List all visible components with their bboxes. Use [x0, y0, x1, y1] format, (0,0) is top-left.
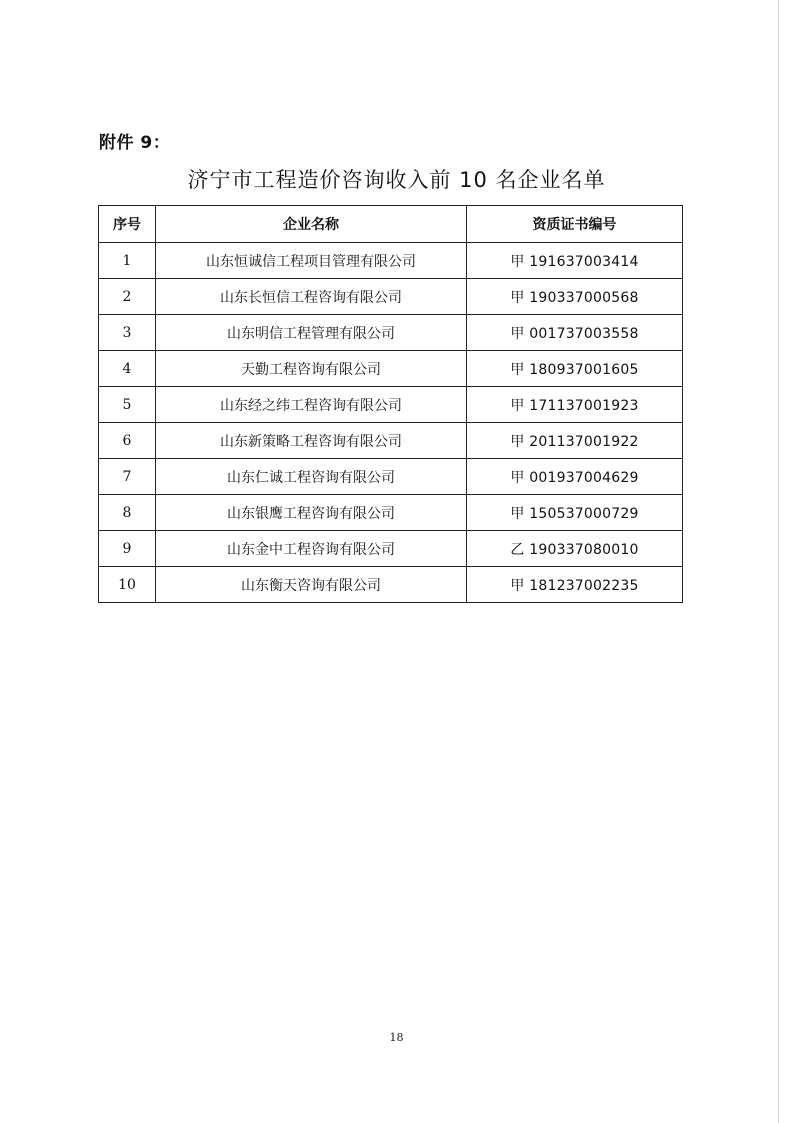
- attachment-label: 附件 9：: [99, 133, 171, 153]
- table-row: [99, 495, 683, 531]
- row-serial-number: 8: [99, 495, 156, 531]
- row-company-name: 山东仁诚工程咨询有限公司: [156, 459, 467, 495]
- row-company-name: 山东明信工程管理有限公司: [156, 315, 467, 351]
- row-certificate-number: 甲 180937001605: [467, 351, 683, 387]
- header-serial-number: 序号: [99, 206, 156, 243]
- row-certificate-number: 甲 190337000568: [467, 279, 683, 315]
- row-serial-number: 7: [99, 459, 156, 495]
- row-certificate-number: 乙 190337080010: [467, 531, 683, 567]
- table-row: [99, 423, 683, 459]
- table-row: [99, 243, 683, 279]
- row-certificate-number: 甲 191637003414: [467, 243, 683, 279]
- row-certificate-number: 甲 001737003558: [467, 315, 683, 351]
- row-company-name: 山东金中工程咨询有限公司: [156, 531, 467, 567]
- row-company-name: 天勤工程咨询有限公司: [156, 351, 467, 387]
- header-certificate-number: 资质证书编号: [467, 206, 683, 243]
- row-company-name: 山东衡天咨询有限公司: [156, 567, 467, 603]
- row-serial-number: 9: [99, 531, 156, 567]
- row-company-name: 山东银鹰工程咨询有限公司: [156, 495, 467, 531]
- table-row: [99, 351, 683, 387]
- row-certificate-number: 甲 171137001923: [467, 387, 683, 423]
- table-row: [99, 531, 683, 567]
- row-company-name: 山东新策略工程咨询有限公司: [156, 423, 467, 459]
- row-certificate-number: 甲 001937004629: [467, 459, 683, 495]
- page-number: 18: [389, 1031, 404, 1044]
- row-certificate-number: 甲 181237002235: [467, 567, 683, 603]
- table-row: [99, 387, 683, 423]
- table-header-row: [99, 206, 683, 243]
- table-row: [99, 567, 683, 603]
- row-certificate-number: 甲 201137001922: [467, 423, 683, 459]
- document-title: 济宁市工程造价咨询收入前 10 名企业名单: [187, 168, 606, 192]
- row-serial-number: 2: [99, 279, 156, 315]
- row-company-name: 山东长恒信工程咨询有限公司: [156, 279, 467, 315]
- table-row: [99, 315, 683, 351]
- table-row: [99, 279, 683, 315]
- row-serial-number: 10: [99, 567, 156, 603]
- table-row: [99, 459, 683, 495]
- company-table: [98, 205, 683, 603]
- row-serial-number: 1: [99, 243, 156, 279]
- row-company-name: 山东恒诚信工程项目管理有限公司: [156, 243, 467, 279]
- header-company-name: 企业名称: [156, 206, 467, 243]
- row-serial-number: 6: [99, 423, 156, 459]
- row-company-name: 山东经之纬工程咨询有限公司: [156, 387, 467, 423]
- row-serial-number: 5: [99, 387, 156, 423]
- row-serial-number: 4: [99, 351, 156, 387]
- row-serial-number: 3: [99, 315, 156, 351]
- row-certificate-number: 甲 150537000729: [467, 495, 683, 531]
